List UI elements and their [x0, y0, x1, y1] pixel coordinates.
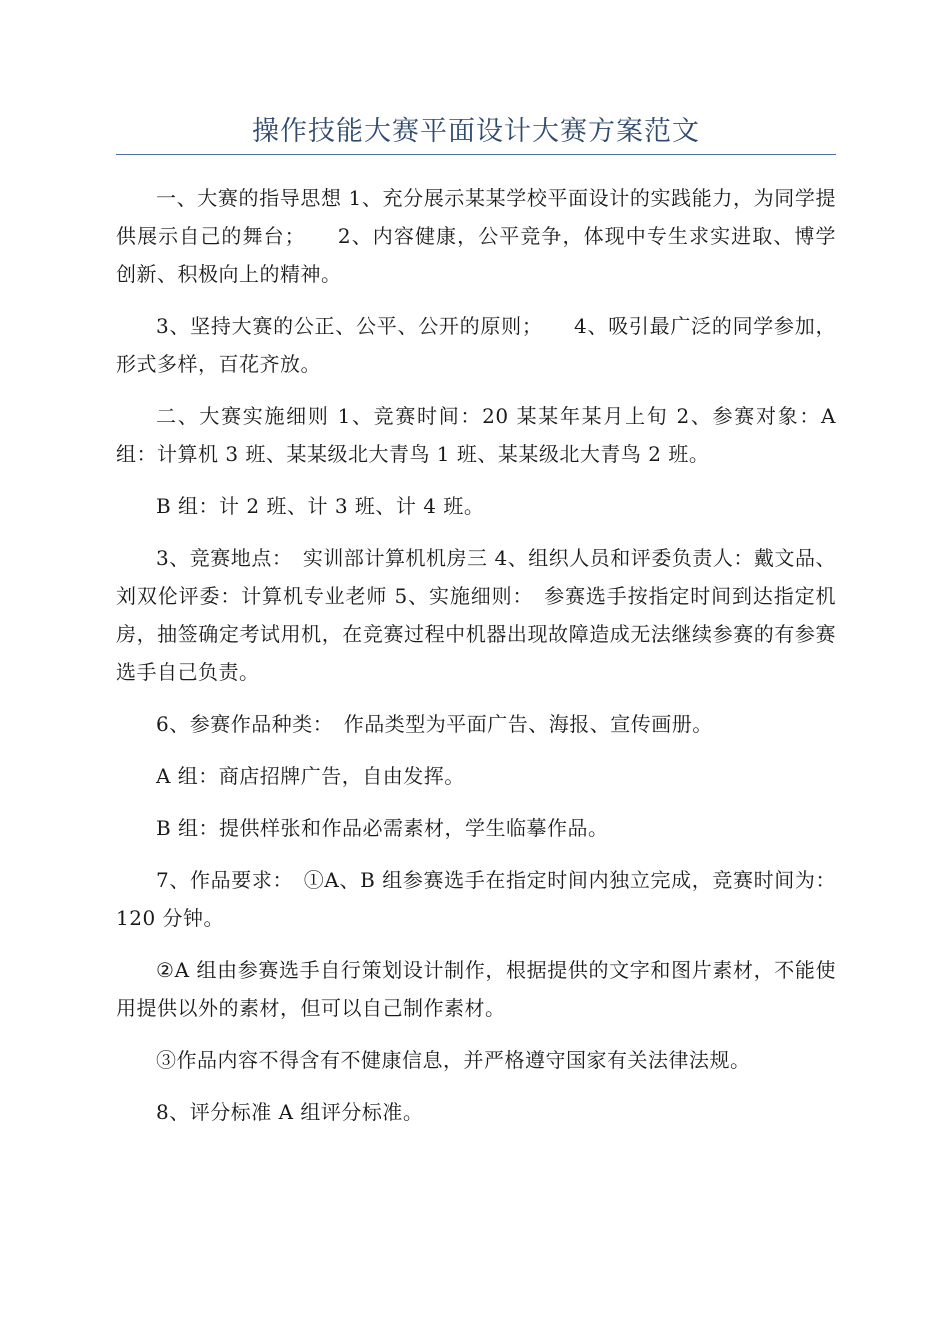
paragraph-group-a-requirement: ②A 组由参赛选手自行策划设计制作，根据提供的文字和图片素材，不能使用提供以外的素材，但可以自己制作素材。	[116, 958, 836, 1020]
paragraph-scoring-standard: 8、评分标准 A 组评分标准。	[156, 1100, 424, 1124]
paragraph-venue-and-staff: 3、竞赛地点： 实训部计算机机房三 4、组织人员和评委负责人：戴文品、刘双伦评委：计算机专业老师 5、实施细则： 参赛选手按指定时间到达指定机房，抽签确定考试用机，在竞赛过程中机器出现故障造成无法继续参赛的有参赛选手自己负责。	[116, 546, 836, 684]
paragraph-work-requirements: 7、作品要求： ①A、B 组参赛选手在指定时间内独立完成，竞赛时间为：120 分钟。	[116, 868, 836, 930]
title-underline	[116, 154, 836, 155]
paragraph-work-types: 6、参赛作品种类： 作品类型为平面广告、海报、宣传画册。	[156, 712, 713, 736]
paragraph-guiding-ideology: 一、大赛的指导思想 1、充分展示某某学校平面设计的实践能力，为同学提供展示自己的舞台； 2、内容健康，公平竞争，体现中专生求实进取、博学创新、积极向上的精神。	[116, 186, 836, 286]
document-title: 操作技能大赛平面设计大赛方案范文	[252, 116, 700, 147]
paragraph-group-a-task: A 组：商店招牌广告，自由发挥。	[156, 764, 465, 788]
paragraph-implementation-rules: 二、大赛实施细则 1、竞赛时间：20 某某年某月上旬 2、参赛对象：A 组：计算机 3 班、某某级北大青鸟 1 班、某某级北大青鸟 2 班。	[116, 404, 836, 466]
paragraph-content-requirement: ③作品内容不得含有不健康信息，并严格遵守国家有关法律法规。	[156, 1048, 751, 1072]
document-page	[116, 112, 836, 1145]
paragraph-group-b-task: B 组：提供样张和作品必需素材，学生临摹作品。	[156, 816, 609, 840]
paragraph-group-b-classes: B 组：计 2 班、计 3 班、计 4 班。	[156, 494, 485, 518]
paragraph-principles: 3、坚持大赛的公正、公平、公开的原则； 4、吸引最广泛的同学参加，形式多样，百花齐放。	[116, 314, 836, 376]
